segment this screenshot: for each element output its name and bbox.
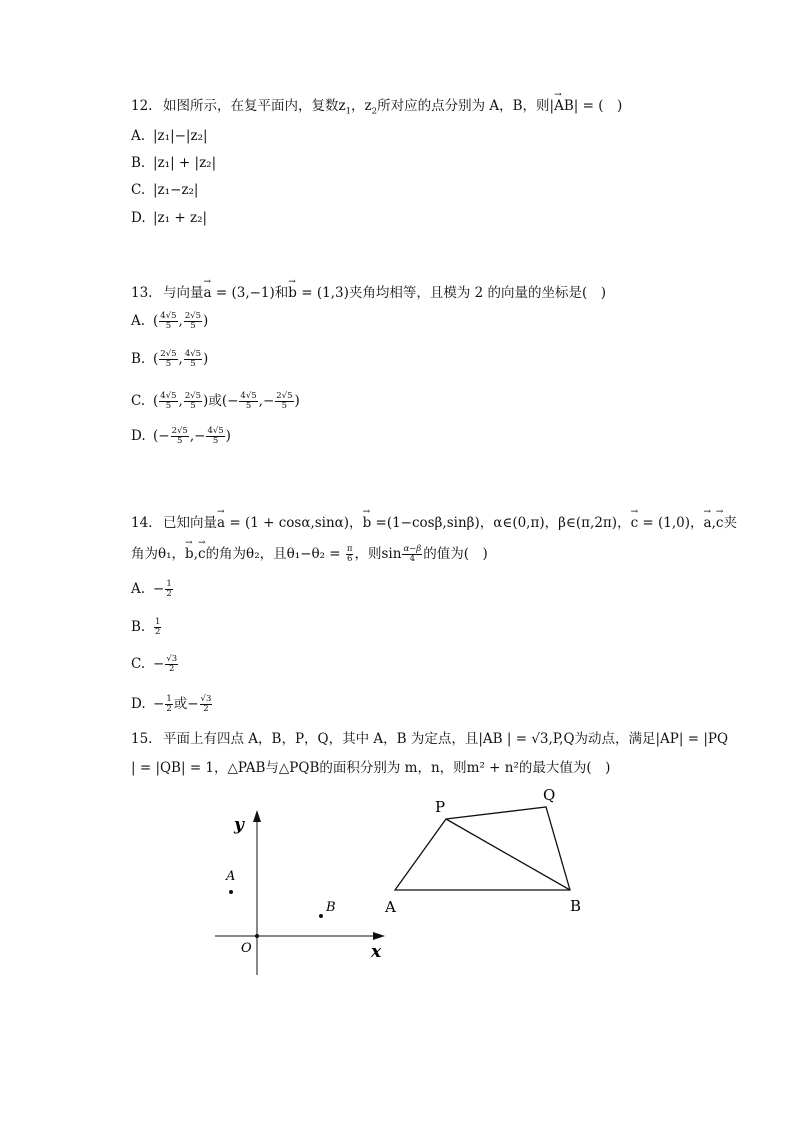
origin-point — [255, 934, 259, 938]
q14-option-b: B. $\frac{1}{2}$ — [131, 617, 161, 637]
q13-option-a: A. ( $\frac{4√5}{5}$ , $\frac{2√5}{5}$ ) — [131, 311, 209, 331]
p-label: P — [435, 798, 446, 816]
quadrilateral-apqb — [395, 807, 570, 890]
question-15-line1: 15. 平面上有四点 A，B，P，Q，其中 A，B 为定点，且|AB | = √3,P,Q为动点，满足|AP| = |PQ — [131, 731, 729, 747]
vector-b: → b — [288, 287, 297, 301]
a-vertex-label: A — [385, 898, 396, 916]
q13-option-b: B. ( $\frac{2√5}{5}$ , $\frac{4√5}{5}$ ) — [131, 349, 209, 369]
q13-option-d: D. (− $\frac{2√5}{5}$ ,− $\frac{4√5}{5}$ ) — [131, 426, 231, 446]
q-label: Q — [543, 786, 556, 804]
point-b — [319, 914, 323, 918]
q13-option-c: C. ( $\frac{4√5}{5}$ , $\frac{2√5}{5}$ )或(− $\frac{4√5}{5}$ ,− $\frac{2√5}{5}$ ) — [131, 391, 300, 411]
x-axis-arrow — [373, 932, 385, 940]
b-vertex-label: B — [570, 897, 582, 915]
q14-option-d: D. − $\frac{1}{2}$ 或− $\frac{√3}{2}$ — [131, 694, 212, 714]
question-12-stem: 12. 如图所示，在复平面内，复数$z_1$，$z_2$所对应的点分别为 A，B，则|→ AB| = ( ) — [131, 100, 622, 116]
q12-option-a: A. |z₁|−|z₂| — [131, 128, 208, 144]
q14-option-c: C. − $\frac{√3}{2}$ — [131, 654, 178, 674]
question-13-stem: 13. 与向量→ a = (3,−1)和→ b = (1,3)夹角均相等，且模为 2 的向量的坐标是( ) — [131, 287, 606, 301]
x-label: x — [371, 942, 382, 962]
diagonal-pb — [446, 819, 570, 890]
point-a — [229, 890, 233, 894]
vector-a: → a — [204, 287, 212, 301]
y-label: y — [234, 815, 244, 835]
vector-ab: → AB — [554, 100, 574, 114]
y-axis-arrow — [253, 810, 261, 822]
quadrilateral-figure — [380, 780, 600, 920]
a-label: A — [226, 869, 236, 884]
coordinate-axes-figure — [205, 800, 395, 985]
q14-option-a: A. − $\frac{1}{2}$ — [131, 579, 172, 599]
question-15-line2: | = |QB| = 1，△PAB与△PQB的面积分别为 m，n，则m² + n²的最大值为( ) — [131, 760, 611, 776]
q12-option-d: D. |z₁ + z₂| — [131, 210, 208, 226]
question-14-line2: 角为θ₁，→ b,→ c的角为θ₂，且θ₁−θ₂ = $\frac{\pi}{6}$ ，则sin $\frac{\alpha-\beta}{4}$ 的值为( ) — [131, 545, 488, 564]
q12-option-b: B. |z₁| + |z₂| — [131, 155, 217, 171]
origin-label: O — [241, 941, 252, 956]
question-14-line1: 14. 已知向量→ a = (1 + cosα,sinα)，→ b =(1−cosβ,sinβ)，α∈(0,π)，β∈(π,2π)，→ c = (1,0)，→ a,→ c夹 — [131, 517, 737, 531]
q12-option-c: C. |z₁−z₂| — [131, 182, 199, 198]
b-label: B — [326, 900, 336, 915]
question-number: 12. — [131, 98, 153, 114]
